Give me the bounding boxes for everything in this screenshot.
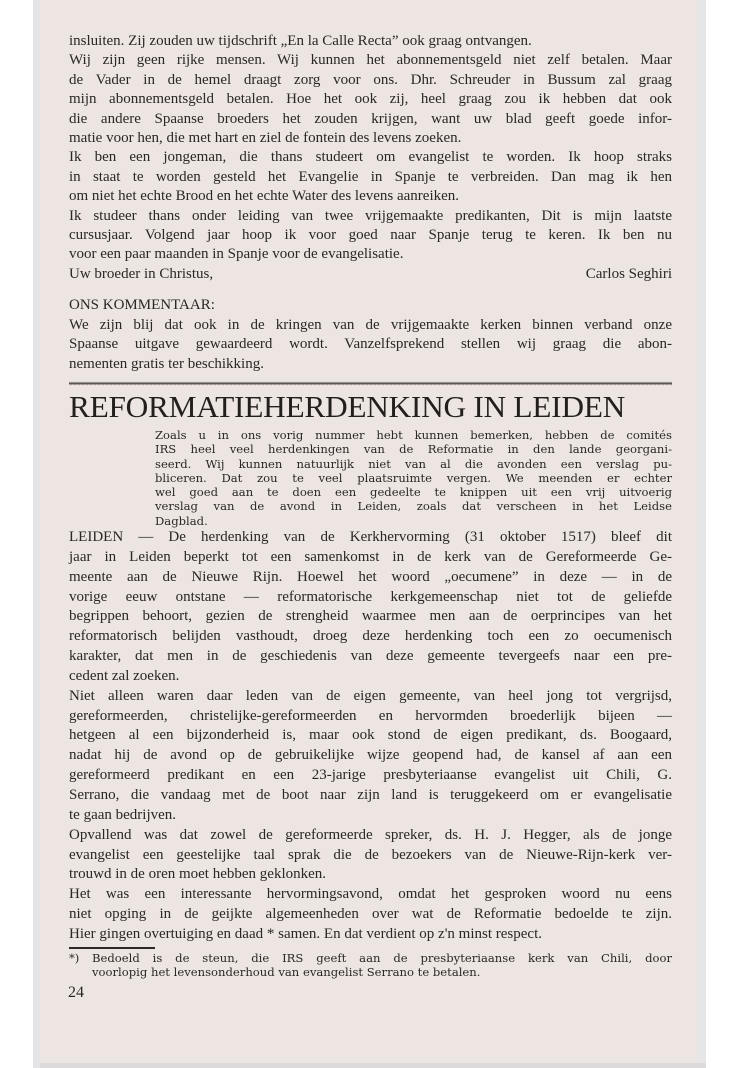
text-line: We zijn blij dat ook in de kringen van de vrijgemaakte kerken binnen verband onze	[69, 316, 672, 333]
intro-line: wel goed aan te doen een gedeelte te knippen uit een vrij uitvoerig	[155, 485, 672, 500]
footnote-line: Bedoeld is de steun, die IRS geeft aan de presbyteriaanse kerk van Chili, door	[92, 951, 672, 965]
article-title: REFORMATIEHERDENKING IN LEIDEN	[69, 389, 625, 424]
text-line: cedent zal zoeken.	[69, 667, 180, 684]
text-line: de Vader in de hemel draagt zorg voor ons. Dhr. Schreuder in Bussum zal graag	[69, 71, 672, 88]
article-intro	[155, 428, 672, 528]
text-line: vorige eeuw ontstane — reformatorische kerkgemeenschap niet tot de geliefde	[69, 588, 672, 605]
footnote-rule	[69, 947, 155, 949]
intro-line: seerd. Wij kunnen natuurlijk niet van al die avonden een verslag pu-	[155, 456, 672, 471]
article-body	[69, 528, 672, 945]
letter-closing	[69, 265, 672, 284]
text-line: Opvallend was dat zowel de gereformeerde spreker, ds. H. J. Hegger, als de jonge	[69, 826, 672, 843]
intro-line: IRS heel veel herdenkingen van de Reformatie in den lande georgani-	[155, 442, 672, 457]
text-line: begrippen behoort, gezien de strengheid waarmee men aan de oerprincipes van het	[69, 608, 672, 625]
text-line: Ik studeer thans onder leiding van twee vrijgemaakte predikanten, Dit is mijn laatste	[69, 207, 672, 224]
text-line: reformatorisch belijden vasthoudt, droeg deze herdenking toch een zo oecumenisch	[69, 628, 672, 645]
footnote-marker: *)	[69, 951, 80, 965]
text-line: gereformeerden, christelijke-gereformeerden en hervormden broederlijk bijeen —	[69, 707, 672, 724]
text-line: in staat te worden gesteld het Evangelie in Spanje te verbreiden. Dan mag ik hen	[69, 168, 672, 185]
intro-line: Zoals u in ons vorig nummer hebt kunnen bemerken, hebben de comités	[155, 428, 672, 442]
signature: Carlos Seghiri	[585, 265, 672, 282]
wavy-divider	[69, 381, 672, 386]
text-line: hetgeen al een bijzonderheid is, maar ook stond de eigen predikant, ds. Boogaard,	[69, 727, 672, 744]
text-line: nementen gratis ter beschikking.	[69, 355, 264, 372]
text-line: Spaanse uitgave gewaardeerd wordt. Vanzelfsprekend stellen wij graag die abon-	[69, 336, 672, 353]
text-line: cursusjaar. Volgend jaar hoop ik voor goed naar Spanje terug te keren. Ik ben nu	[69, 226, 672, 243]
text-line: matie voor hen, die met hart en ziel de fontein des levens zoeken.	[69, 129, 462, 146]
text-line: die andere Spaanse broeders het zouden krijgen, want uw blad geeft goede infor-	[69, 110, 672, 127]
footnote	[69, 951, 672, 979]
text-line: meente aan de Nieuwe Rijn. Hoewel het woord „oecumene” in deze — in de	[69, 568, 672, 585]
closing-salutation: Uw broeder in Christus,	[69, 265, 214, 282]
text-line: Ik ben een jongeman, die thans studeert om evangelist te worden. Ik hoop straks	[69, 149, 672, 166]
text-line: jaar in Leiden beperkt tot een samenkomst in de kerk van de Gereformeerde Ge-	[69, 548, 672, 565]
text-line: Serrano, die vandaag met de boot naar zijn land is teruggekeerd om er evangelisatie	[69, 786, 672, 803]
comment-heading: ONS KOMMENTAAR:	[69, 297, 215, 313]
text-line: voor een paar maanden in Spanje voor de evangelisatie.	[69, 246, 404, 263]
page-number: 24	[68, 984, 84, 1001]
comment-section	[69, 296, 672, 374]
letter-text	[69, 32, 672, 284]
text-line: gereformeerd predikant en een 23-jarige presbyteriaanse evangelist uit Chili, G.	[69, 767, 672, 784]
intro-line: verslag van de avond in Leiden, zoals dat verscheen in het Leidse	[155, 499, 672, 514]
footnote-line: voorlopig het levensonderhoud van evangelist Serrano te betalen.	[92, 965, 481, 979]
text-line: om niet het echte Brood en het echte Water des levens aanreiken.	[69, 188, 460, 205]
intro-line: bliceren. Dat zou te veel plaatsruimte vergen. We meenden er echter	[155, 470, 672, 485]
intro-line: Dagblad.	[155, 513, 208, 528]
text-line: Niet alleen waren daar leden van de eigen gemeente, van heel jong tot vergrijsd,	[69, 687, 672, 704]
text-line: trouwd in de oren moet hebben geklonken.	[69, 866, 327, 883]
text-line: LEIDEN — De herdenking van de Kerkhervorming (31 oktober 1517) bleef dit	[69, 529, 672, 545]
text-line: te gaan bedrijven.	[69, 806, 177, 823]
text-line: niet opging in de geijkte algemeenheden over wat de Reformatie bedoelde te zijn.	[69, 906, 672, 923]
text-line: karakter, dat men in de geschiedenis van deze gemeente tevergeefs naar een pre-	[69, 648, 672, 665]
text-line: evangelist een geestelijke taal sprak die de bezoekers van de Nieuwe-Rijn-kerk ver-	[69, 846, 672, 863]
text-line: insluiten. Zij zouden uw tijdschrift „En la Calle Recta” ook graag ontvangen.	[69, 33, 532, 49]
scan-border-bottom	[40, 1063, 706, 1068]
text-line: Het was een interessante hervormingsavond, omdat het gesproken woord nu eens	[69, 886, 672, 903]
text-line: Wij zijn geen rijke mensen. Wij kunnen het abonnementsgeld niet zelf betalen. Maar	[69, 52, 672, 69]
text-line: mijn abonnementsgeld betalen. Hoe het ook zij, heel graag zou ik hebben dat ook	[69, 91, 672, 108]
text-line: Hier gingen overtuiging en daad * samen. En dat verdient op z'n minst respect.	[69, 925, 542, 942]
text-line: nadat hij de avond op de gebruikelijke wijze geopend had, de kansel af aan een	[69, 747, 672, 764]
scan-border-right	[697, 0, 706, 1068]
